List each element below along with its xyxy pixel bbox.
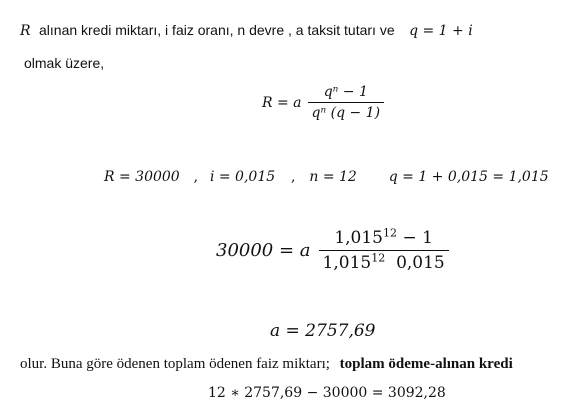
intro-text: alınan kredi miktarı, i faiz oranı, n devre , a taksit tutarı ve [39,22,395,38]
given-i: i = 0,015 [209,169,276,185]
num-exponent: 12 [383,226,398,240]
den-rest: 0,015 [385,253,445,273]
given-q: q = 1 + 0,015 = 1,015 [388,169,549,185]
formula-numerator: qⁿ − 1 [323,84,368,100]
substitution-denominator [319,251,449,273]
formula-denominator: qⁿ (q − 1) [311,105,381,121]
given-values [104,166,549,187]
sep-2: , [291,169,296,185]
final-computation: 12 ∗ 2757,69 − 30000 = 3092,28 [208,385,446,401]
conclusion-bold: toplam ödeme-alınan kredi [339,356,513,372]
general-formula [262,84,384,121]
var-R: R [20,23,31,39]
den-base: 1,015 [322,253,372,273]
num-base: 1,015 [334,228,383,248]
conclusion-line [20,354,513,374]
intro-line [20,20,473,40]
den-exponent: 12 [371,251,386,265]
substitution-fraction [319,228,449,273]
num-rest: − 1 [397,228,433,248]
intro-continuation: olmak üzere, [24,55,105,71]
q-definition: q = 1 + i [409,23,473,39]
substitution-lhs: 30000 = a [216,240,311,261]
substitution-numerator [330,228,437,250]
sep-1: , [193,169,199,185]
given-n: n = 12 [309,169,357,185]
given-R: R = 30000 [104,169,180,185]
result: a = 2757,69 [270,321,376,341]
conclusion-text: olur. Buna göre ödenen toplam ödenen faiz miktarı; [20,356,330,372]
formula-lhs: R = a [262,94,302,111]
formula-fraction [308,84,385,121]
substitution-formula [216,228,449,273]
